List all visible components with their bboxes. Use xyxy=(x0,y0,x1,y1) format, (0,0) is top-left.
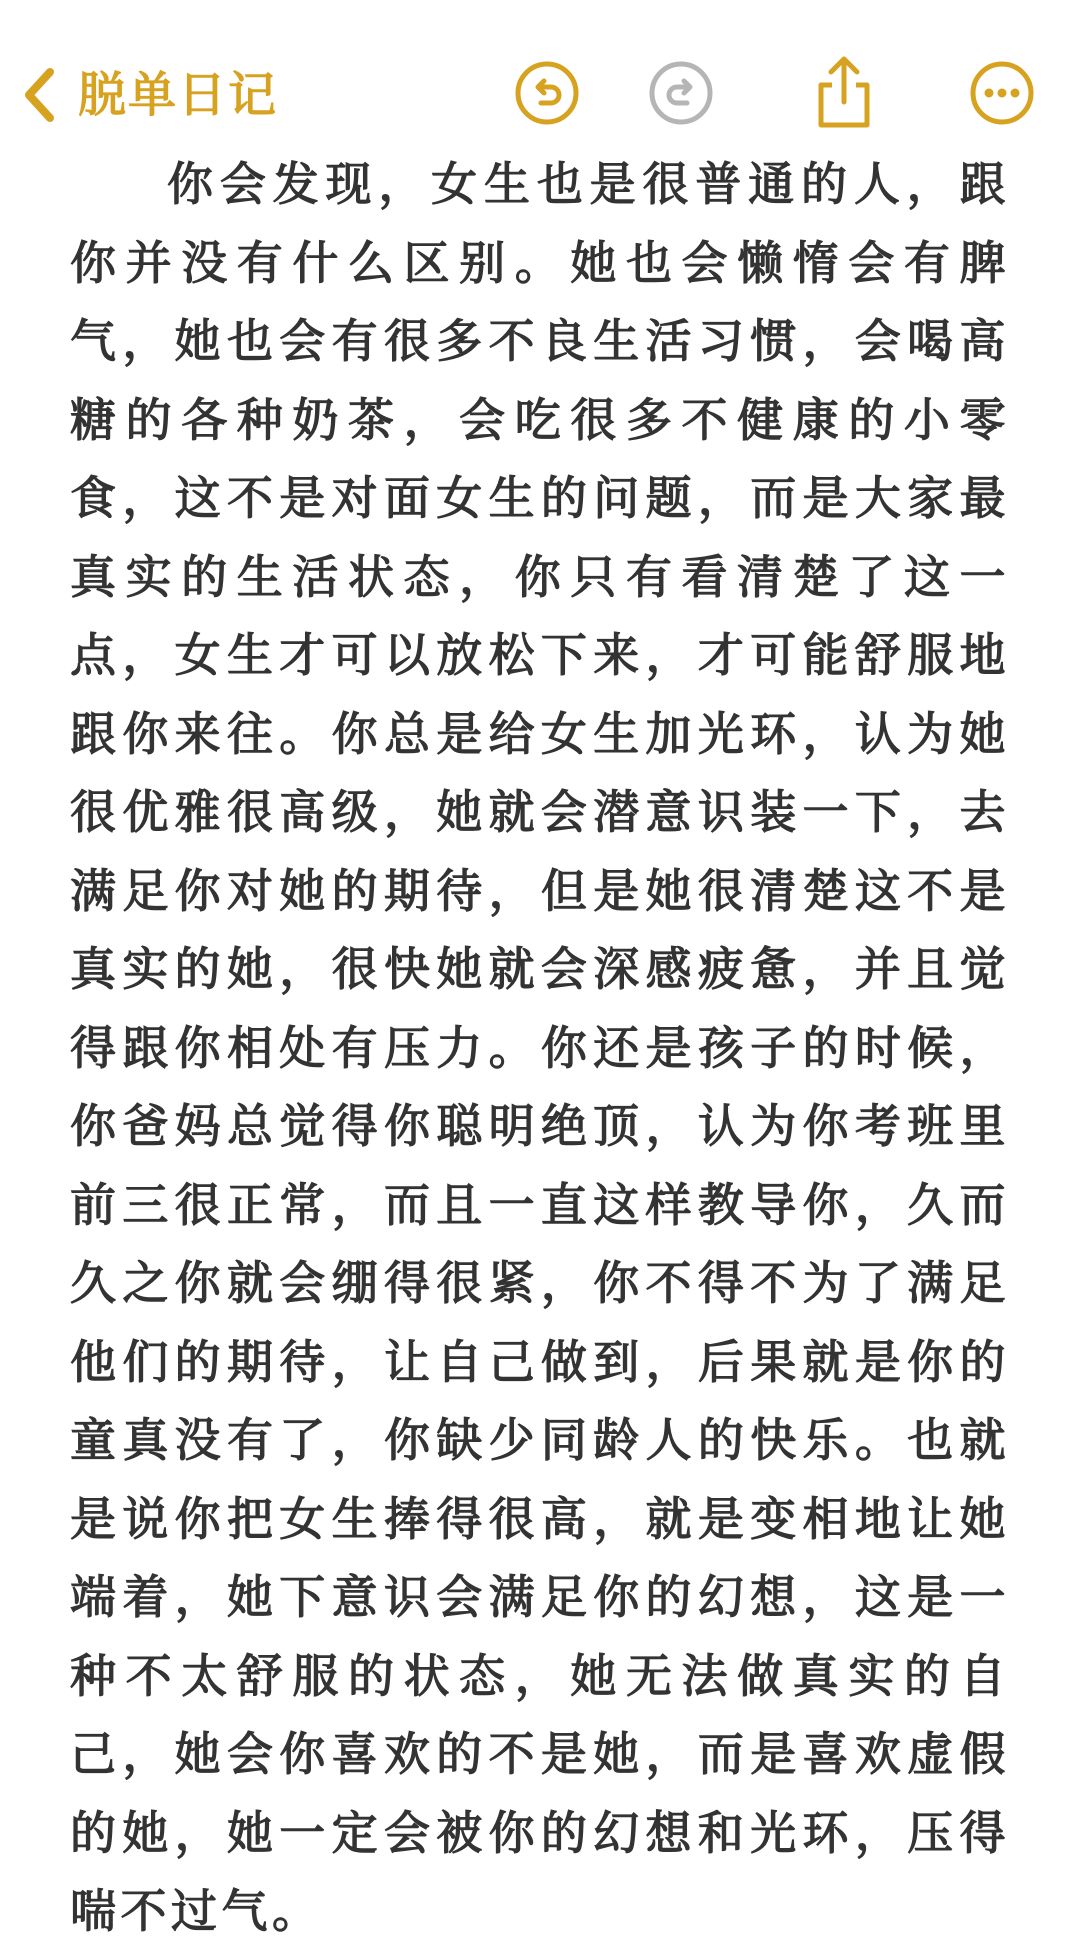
share-button[interactable] xyxy=(808,57,880,129)
undo-button[interactable] xyxy=(511,57,583,129)
more-button[interactable] xyxy=(966,57,1038,129)
share-icon xyxy=(812,55,876,131)
undo-icon xyxy=(514,60,580,126)
redo-icon xyxy=(648,60,714,126)
redo-button[interactable] xyxy=(645,57,717,129)
navigation-bar xyxy=(0,0,1080,150)
back-label: 脱单日记 xyxy=(78,67,279,123)
back-button[interactable] xyxy=(22,60,278,130)
chevron-left-icon xyxy=(22,67,56,123)
note-body[interactable]: 你会发现，女生也是很普通的人，跟你并没有什么区别。她也会懒惰会有脾气，她也会有很多不良生活习惯，会喝高糖的各种奶茶，会吃很多不健康的小零食，这不是对面女生的问题，而是大家最真实的生活状态，你只有看清楚了这一点，女生才可以放松下来，才可能舒服地跟你来往。你总是给女生加光环，认为她很优雅很高级，她就会潜意识装一下，去满足你对她的期待，但是她很清楚这不是真实的她，很快她就会深感疲惫，并且觉得跟你相处有压力。你还是孩子的时候，你爸妈总觉得你聪明绝顶，认为你考班里前三很正常，而且一直这样教导你，久而久之你就会绷得很紧，你不得不为了满足他们的期待，让自己做到，后果就是你的童真没有了，你缺少同龄人的快乐。也就是说你把女生捧得很高，就是变相地让她端着，她下意识会满足你的幻想，这是一种不太舒服的状态，她无法做真实的自己，她会你喜欢的不是她，而是喜欢虚假的她，她一定会被你的幻想和光环，压得喘不过气。 xyxy=(70,157,1010,1938)
more-icon xyxy=(969,60,1035,126)
